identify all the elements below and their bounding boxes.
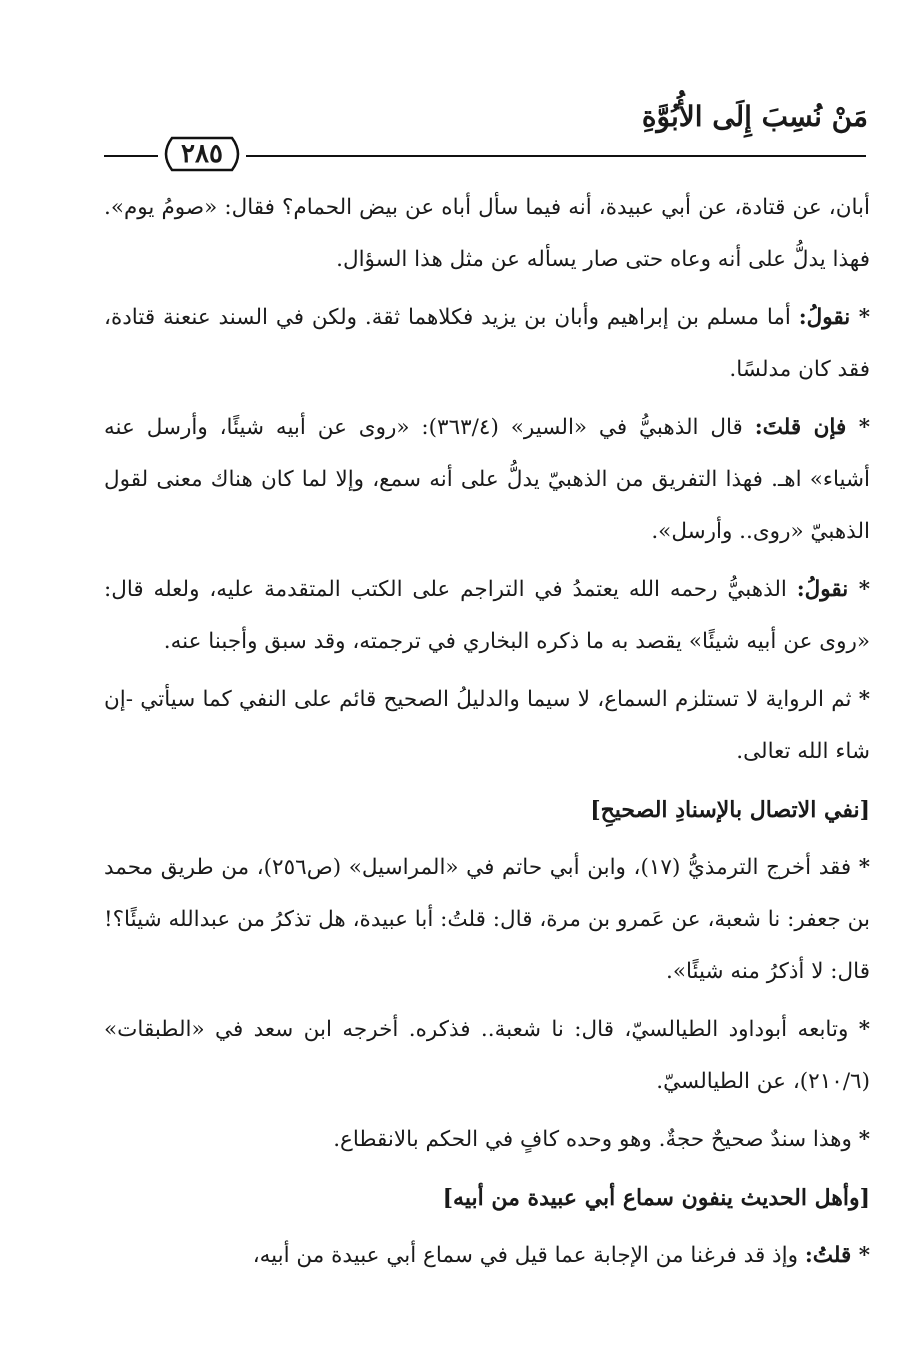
paragraph <box>104 292 870 396</box>
paragraph <box>104 1114 870 1166</box>
section-heading: [نفي الاتصال بالإسنادِ الصحيحِ] <box>590 797 870 823</box>
paragraph-text: ثم الرواية لا تستلزم السماع، لا سيما والدليلُ الصحيح قائم على النفي كما سيأتي -إن شاء الله تعالى. <box>104 687 870 764</box>
paragraph <box>104 564 870 668</box>
running-title: مَنْ نُسِبَ إِلَى الأُبُوَّةِ <box>641 100 868 133</box>
paragraph-text: الذهبيُّ رحمه الله يعتمدُ في التراجم على الكتب المتقدمة عليه، ولعله قال: «روى عن أبيه شيئًا» يقصد به ما ذكره البخاري في ترجمته، وقد سبق وأجبنا عنه. <box>104 577 870 654</box>
paragraph-lead: * نقولُ: <box>796 577 870 602</box>
paragraph-text: أبان، عن قتادة، عن أبي عبيدة، أنه فيما سأل أباه عن بيض الحمام؟ فقال: «صومُ يوم». فهذا يدلُّ على أنه وعاه حتى صار يسأله عن مثل هذا السؤال. <box>104 195 870 272</box>
paragraph-text: وهذا سندٌ صحيحٌ حجةٌ. وهو وحده كافٍ في الحكم بالانقطاع. <box>333 1127 859 1152</box>
paragraph <box>104 1004 870 1108</box>
paragraph-text: فقد أخرج الترمذيُّ (١٧)، وابن أبي حاتم في «المراسيل» (ص٢٥٦)، من طريق محمد بن جعفر: نا شعبة، عن عَمرو بن مرة، قال: قلتُ: أبا عبيدة، هل تذكرُ من عبدالله شيئًا؟! قال: لا أذكرُ منه شيئًا». <box>104 855 870 984</box>
paragraph-text: قال الذهبيُّ في «السير» (٣٦٣/٤): «روى عن أبيه شيئًا، وأرسل عنه أشياء» اهـ. فهذا التفريق من الذهبيّ يدلُّ على أنه سمع، وإلا لما كان هناك معنى لقول الذهبيّ «روى.. وأرسل». <box>104 415 870 544</box>
page-number: ٢٨٥ <box>181 139 223 169</box>
paragraph-lead: * <box>858 687 870 712</box>
paragraph-lead: * <box>858 855 871 880</box>
paragraph-text: وإذ قد فرغنا من الإجابة عما قيل في سماع أبي عبيدة من أبيه، <box>252 1243 805 1268</box>
paragraph-text: وتابعه أبوداود الطيالسيّ، قال: نا شعبة.. فذكره. أخرجه ابن سعد في «الطبقات» (٢١٠/٦)، عن الطيالسيّ. <box>104 1017 870 1094</box>
paragraph <box>104 182 870 286</box>
paragraph-lead: * فإن قلتَ: <box>754 415 870 440</box>
body-text <box>104 182 870 1288</box>
paragraph <box>104 674 870 778</box>
paragraph <box>104 1230 870 1282</box>
paragraph-lead: * نقولُ: <box>798 305 870 330</box>
paragraph-lead: * <box>858 1017 870 1042</box>
paragraph-lead: * قلتُ: <box>804 1243 870 1268</box>
paragraph-text: أما مسلم بن إبراهيم وأبان بن يزيد فكلاهما ثقة. ولكن في السند عنعنة قتادة، فقد كان مدلسًا. <box>104 305 870 382</box>
section-heading: [وأهل الحديث ينفون سماع أبي عبيدة من أبيه] <box>442 1185 870 1211</box>
page-number-badge <box>158 134 246 174</box>
paragraph <box>104 842 870 998</box>
paragraph <box>104 402 870 558</box>
paragraph-lead: * <box>858 1127 870 1152</box>
